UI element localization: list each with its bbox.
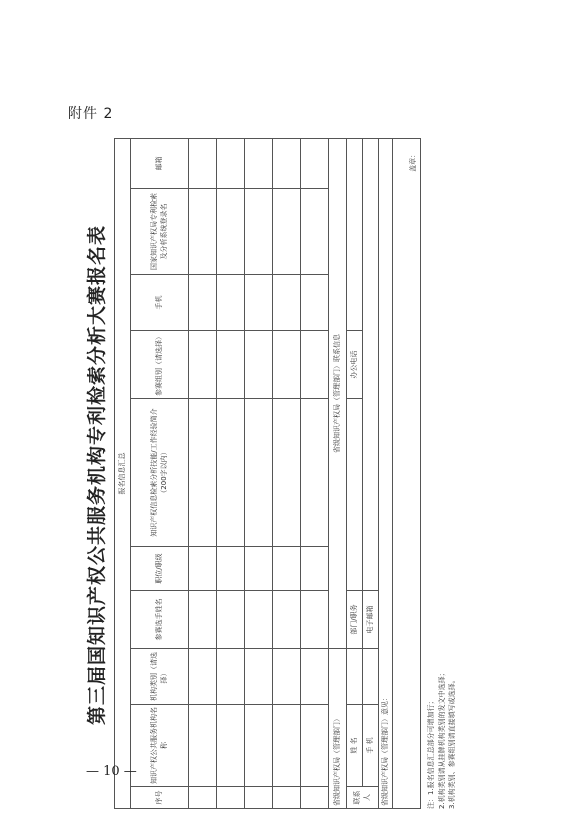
col-header: 知识产权信息检索分析技能/工作经验简介（200字以内） [131,399,189,547]
table-row[interactable] [273,138,301,808]
registration-form-sheet [78,115,478,835]
form-notes [426,149,458,809]
form-title: 第三届国知识产权公共服务机构专利检索分析大赛报名表 [86,225,108,726]
office-phone-field[interactable] [347,138,363,330]
name-label: 姓 名 [347,705,363,787]
col-header: 邮箱 [131,138,189,188]
dept-field[interactable] [347,399,363,591]
note-line: 注：1.报名信息汇总部分可增加行； [427,697,435,809]
office-phone-label: 办公电话 [347,331,363,399]
table-row[interactable] [301,138,329,808]
col-header: 参赛组别（请选择） [131,331,189,399]
seal-label: 盖章： [393,138,421,808]
col-header: 手机 [131,275,189,331]
mobile-field[interactable] [363,649,379,705]
col-header: 知识产权公共服务机构名称 [131,705,189,787]
attachment-label: 附件 2 [68,106,114,122]
section-header: 报名信息汇总 [115,138,131,808]
mobile-label: 手 机 [363,705,379,787]
email-field[interactable] [363,138,379,590]
email-label: 电子邮箱 [363,591,379,649]
col-header: 序号 [131,787,189,809]
col-header: 职位/职级 [131,547,189,591]
table-row[interactable] [245,138,273,808]
page-number: — 10 — [86,764,137,779]
col-header: 参赛选手姓名 [131,591,189,649]
note-line: 2.机构类别请从挂牌机构类别的发文中选择； [437,669,446,809]
table-row[interactable] [217,138,245,808]
col-header: 国家知识产权局专利检索及分析系统登录名 [131,189,189,275]
table-row[interactable] [189,138,217,808]
name-field[interactable] [347,649,363,705]
contact-person-label: 联系人 [347,787,379,809]
column-header-row [131,138,189,808]
col-header: 机构类别（请选择） [131,649,189,705]
note-line: 3.机构类别、参赛组别请直接填写或选择。 [448,676,456,809]
province-office-label: 省级知识产权局（管理部门） [329,649,347,809]
province-contact-info-label: 省级知识产权局（管理部门）联系信息 [329,138,347,648]
dept-label: 部门/职务 [347,591,363,649]
registration-table [114,138,421,809]
opinion-label: 省级知识产权局（管理部门）意见： [379,138,393,808]
